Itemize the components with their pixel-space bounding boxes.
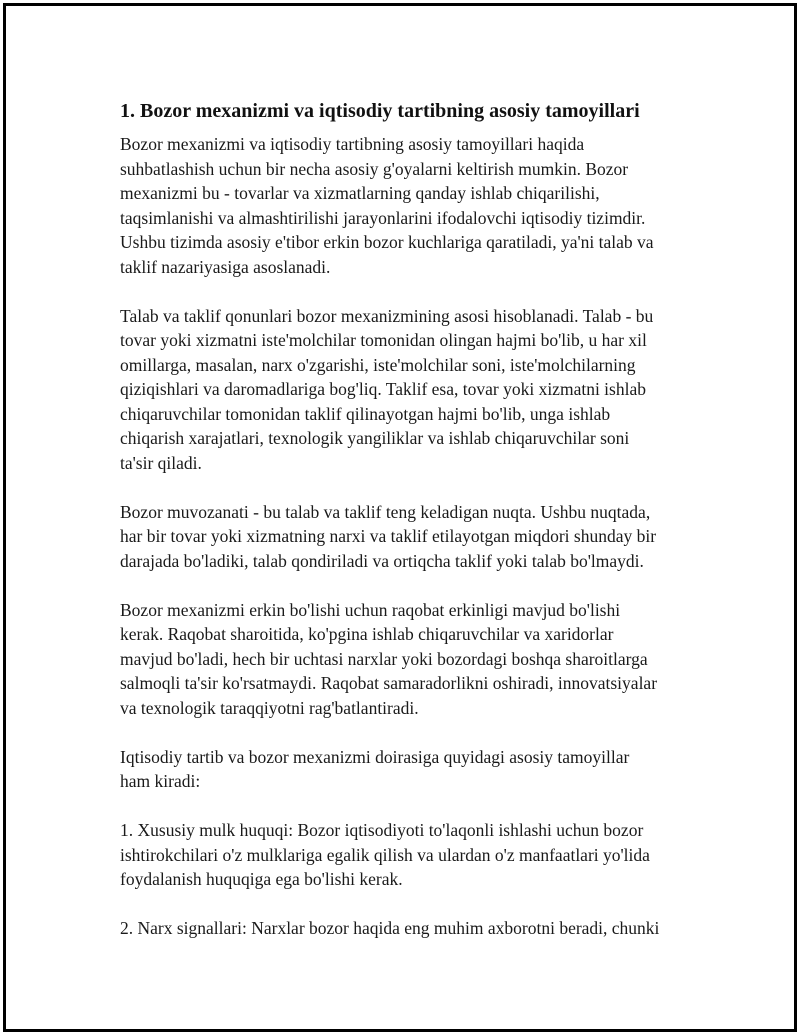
document-title: 1. Bozor mexanizmi va iqtisodiy tartibning asosiy tamoyillari [120, 100, 640, 122]
paragraph-intro: Bozor mexanizmi va iqtisodiy tartibning asosiy tamoyillari haqida suhbatlashish uchun bir necha asosiy g'oyalarni keltirish mumkin. Bozor mexanizmi bu - tovarlar va xizmatlarning qanday ishlab chiqarilishi, taqsimlanishi va almashtirilishi jarayonlarini ifodalovchi iqtisodiy tizimdir. Ushbu tizimda asosiy e'tibor erkin bozor kuchlariga qaratiladi, ya'ni talab va taklif nazariyasiga asoslanadi. [120, 134, 654, 277]
paragraph-competition: Bozor mexanizmi erkin bo'lishi uchun raqobat erkinligi mavjud bo'lishi kerak. Raqobat sharoitida, ko'pgina ishlab chiqaruvchilar va xaridorlar mavjud bo'ladi, hech bir uchtasi narxlar yoki bozordagi boshqa sharoitlarga salmoqli ta'sir ko'rsatmaydi. Raqobat samaradorlikni oshiradi, innovatsiyalar va texnologik taraqqiyotni rag'batlantiradi. [120, 599, 658, 718]
list-item-private-property: 1. Xususiy mulk huquqi: Bozor iqtisodiyoti to'laqonli ishlashi uchun bozor ishtirokchilari o'z mulklariga egalik qilish va ulardan o'z manfaatlari yo'lida foydalanish huquqiga ega bo'lishi kerak. [120, 820, 650, 889]
document-page [3, 3, 797, 1032]
list-item-price-signals: 2. Narx signallari: Narxlar bozor haqida eng muhim axborotni beradi, chunki [120, 918, 660, 938]
paragraph-supply-demand: Talab va taklif qonunlari bozor mexanizmining asosi hisoblanadi. Talab - bu tovar yoki xizmatni iste'molchilar tomonidan olingan hajmi bo'lib, u har xil omillarga, masalan, narx o'zgarishi, iste'molchilar soni, iste'molchilarning qiziqishlari va daromadlariga bog'liq. Taklif esa, tovar yoki xizmatni ishlab chiqaruvchilar tomonidan taklif qilinayotgan hajmi bo'lib, unga ishlab chiqarish xarajatlari, texnologik yangiliklar va ishlab chiqaruvchilar soni ta'sir qiladi. [120, 305, 654, 473]
document-body [120, 98, 700, 941]
paragraph-principles-intro: Iqtisodiy tartib va bozor mexanizmi doirasiga quyidagi asosiy tamoyillar ham kiradi: [120, 746, 630, 791]
paragraph-market-equilibrium: Bozor muvozanati - bu talab va taklif teng keladigan nuqta. Ushbu nuqtada, har bir tovar yoki xizmatning narxi va taklif etilayotgan miqdori shunday bir darajada bo'ladiki, talab qondiriladi va ortiqcha taklif yoki talab bo'lmaydi. [120, 501, 657, 571]
